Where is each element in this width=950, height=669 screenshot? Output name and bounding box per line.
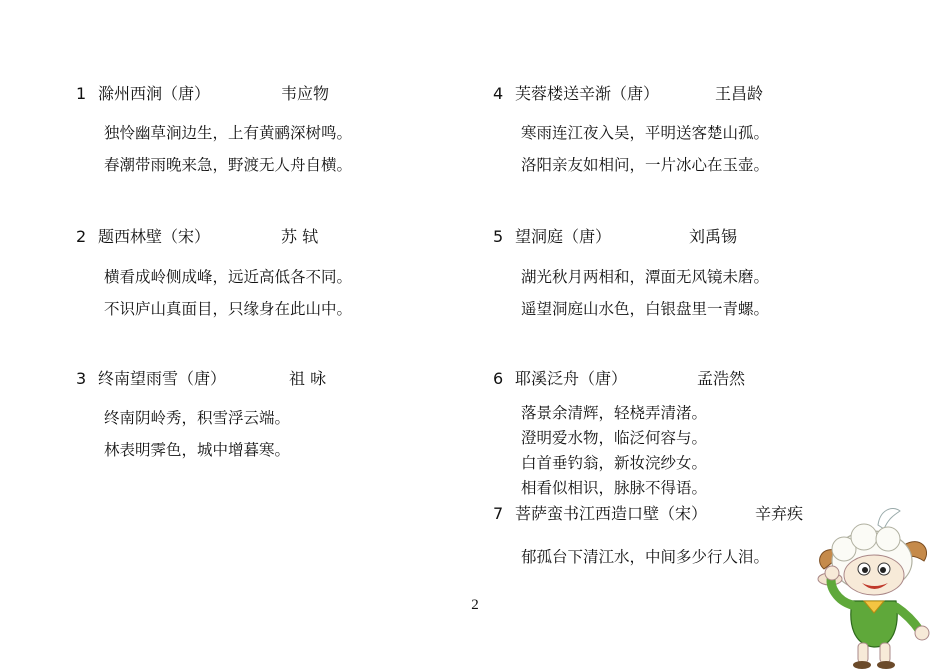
poem-author: 苏 轼	[281, 227, 319, 246]
poem-title-row	[493, 504, 804, 524]
poem-line: 林表明霁色，城中增暮寒。	[104, 441, 291, 459]
poem-line: 洛阳亲友如相问，一片冰心在玉壶。	[521, 156, 770, 174]
poem-title: 滁州西涧（唐）	[98, 84, 211, 103]
poem-number: 1	[76, 84, 87, 103]
poem-number: 6	[493, 369, 504, 388]
poem-title-row	[76, 227, 319, 247]
poem-line: 澄明爱水物，临泛何容与。	[521, 429, 708, 447]
poem-author: 孟浩然	[697, 369, 746, 388]
poem-author: 辛弃疾	[755, 504, 804, 523]
poem-author: 韦应物	[281, 84, 330, 103]
poem-title-row	[493, 369, 746, 389]
poem-line: 相看似相识，脉脉不得语。	[521, 479, 708, 497]
poem-line: 郁孤台下清江水，中间多少行人泪。	[521, 548, 770, 566]
poem-number: 2	[76, 227, 87, 246]
poem-title: 芙蓉楼送辛渐（唐）	[515, 84, 660, 103]
cartoon-sheep-mascot	[808, 505, 950, 669]
poem-title-row	[493, 227, 738, 247]
poem-line: 寒雨连江夜入吴，平明送客楚山孤。	[521, 124, 770, 142]
poem-lines	[104, 117, 352, 181]
poem-number: 4	[493, 84, 504, 103]
poem-author: 祖 咏	[289, 369, 327, 388]
poem-line: 湖光秋月两相和，潭面无风镜未磨。	[521, 268, 770, 286]
poem-line: 不识庐山真面目，只缘身在此山中。	[104, 300, 353, 318]
poem-lines	[521, 117, 769, 181]
poem-line: 独怜幽草涧边生，上有黄鹂深树鸣。	[104, 124, 353, 142]
page-number: 2	[471, 597, 479, 613]
poem-title-row	[76, 84, 330, 104]
poem-line: 落景余清辉，轻桡弄清渚。	[521, 404, 708, 422]
poem-title: 望洞庭（唐）	[515, 227, 612, 246]
poem-lines	[104, 402, 290, 466]
poem-title-row	[76, 369, 327, 389]
poem-title: 终南望雨雪（唐）	[98, 369, 227, 388]
poem-author: 王昌龄	[715, 84, 764, 103]
poem-lines	[521, 541, 769, 573]
poem-number: 5	[493, 227, 504, 246]
poem-title: 题西林壁（宋）	[98, 227, 211, 246]
poem-number: 7	[493, 504, 504, 523]
poem-lines	[521, 261, 769, 325]
poem-number: 3	[76, 369, 87, 388]
poem-title-row	[493, 84, 764, 104]
poem-line: 白首垂钓翁，新妆浣纱女。	[521, 454, 708, 472]
poem-line: 春潮带雨晚来急，野渡无人舟自横。	[104, 156, 353, 174]
poem-lines	[104, 261, 352, 325]
poem-author: 刘禹锡	[689, 227, 738, 246]
poem-line: 横看成岭侧成峰，远近高低各不同。	[104, 268, 353, 286]
poem-line: 终南阴岭秀，积雪浮云端。	[104, 409, 291, 427]
poem-title: 耶溪泛舟（唐）	[515, 369, 628, 388]
poem-line: 遥望洞庭山水色，白银盘里一青螺。	[521, 300, 770, 318]
poem-title: 菩萨蛮书江西造口壁（宋）	[515, 504, 708, 523]
poem-lines	[521, 401, 707, 501]
